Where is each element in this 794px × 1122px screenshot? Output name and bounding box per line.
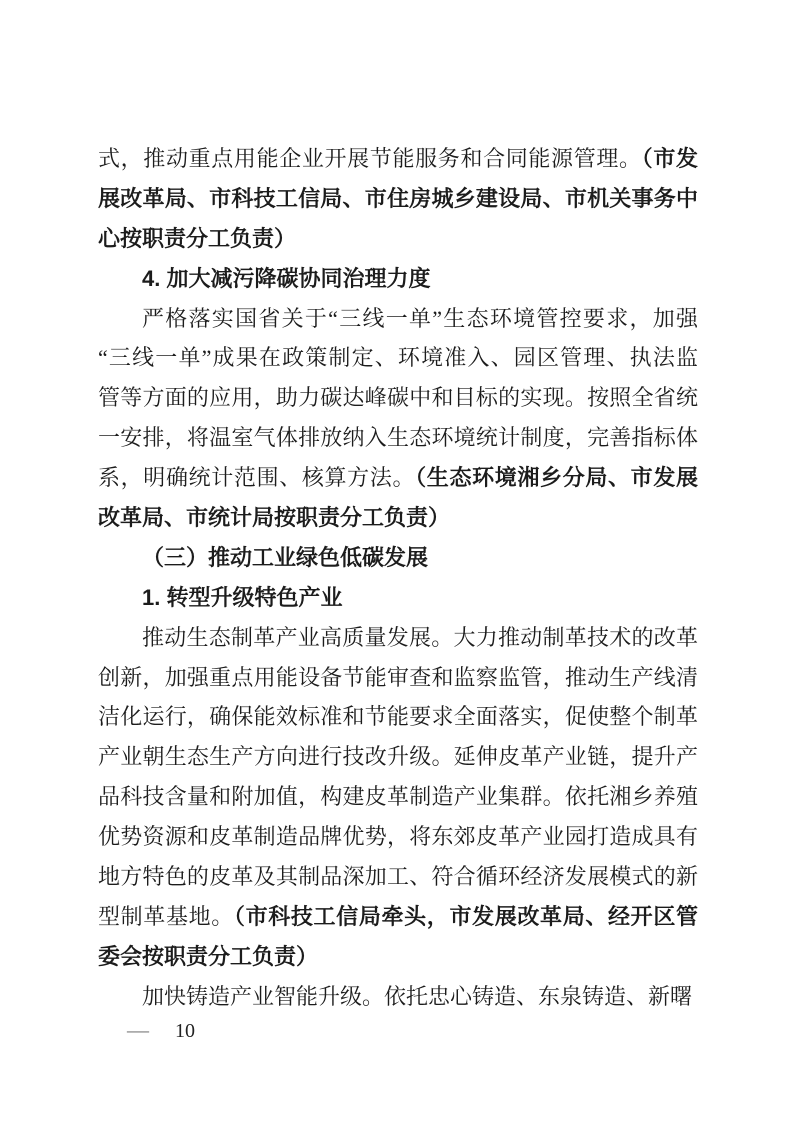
para-leather-industry-line-4 xyxy=(98,737,698,777)
responsibility-assignment-text: 展改革局、市科技工信局、市住房城乡建设局、市机关事务中 xyxy=(98,185,698,211)
page-number: 10 xyxy=(175,1020,195,1042)
heading-item-1 xyxy=(98,578,698,618)
para-energy-services-line-2 xyxy=(98,179,698,219)
responsibility-assignment-text: 委会按职责分工负责） xyxy=(98,943,319,969)
document-content xyxy=(98,139,698,1017)
body-text: 产业朝生态生产方向进行技改升级。延伸皮革产业链，提升产 xyxy=(98,744,698,770)
page-footer xyxy=(127,1018,195,1043)
para-three-lines-one-list-line-3 xyxy=(98,378,698,418)
body-text: 严格落实国省关于“三线一单”生态环境管控要求，加强 xyxy=(142,305,698,331)
body-text: 型制革基地。 xyxy=(98,903,234,929)
para-leather-industry-line-2 xyxy=(98,658,698,698)
para-leather-industry-line-9 xyxy=(98,937,698,977)
responsibility-assignment-text: （市科技工信局牵头，市发展改革局、经开区管 xyxy=(233,903,698,929)
body-text: 创新，加强重点用能设备节能审查和监察监管，推动生产线清 xyxy=(98,664,698,690)
body-text: 优势资源和皮革制造品牌优势，将东郊皮革产业园打造成具有 xyxy=(98,824,698,850)
para-leather-industry-line-5 xyxy=(98,777,698,817)
responsibility-assignment-text: （市发 xyxy=(641,146,698,171)
heading-item-4 xyxy=(98,259,698,299)
para-three-lines-one-list-line-2 xyxy=(98,338,698,378)
para-energy-services-line-3 xyxy=(98,219,698,259)
heading-text: 1. 转型升级特色产业 xyxy=(142,584,343,610)
responsibility-assignment-text: 改革局、市统计局按职责分工负责） xyxy=(98,505,451,531)
body-text: 加快铸造产业智能升级。依托忠心铸造、东泉铸造、新曙 xyxy=(142,983,693,1009)
body-text: 洁化运行，确保能效标准和节能要求全面落实，促使整个制革 xyxy=(98,704,698,730)
body-text: 品科技含量和附加值，构建皮革制造产业集群。依托湘乡养殖 xyxy=(98,784,698,810)
responsibility-assignment-text: （生态环境湘乡分局、市发展 xyxy=(415,465,698,491)
body-text: 地方特色的皮革及其制品深加工、符合循环经济发展模式的新 xyxy=(98,864,698,890)
para-three-lines-one-list-line-6 xyxy=(98,498,698,538)
para-leather-industry-line-1 xyxy=(98,618,698,658)
responsibility-assignment-text: 心按职责分工负责） xyxy=(98,225,297,251)
body-text: “三线一单”成果在政策制定、环境准入、园区管理、执法监 xyxy=(98,345,698,371)
heading-text: （三）推动工业绿色低碳发展 xyxy=(142,544,429,570)
body-text: 推动生态制革产业高质量发展。大力推动制革技术的改革 xyxy=(142,624,698,650)
para-leather-industry-line-3 xyxy=(98,697,698,737)
para-three-lines-one-list-line-1 xyxy=(98,299,698,339)
body-text: 一安排，将温室气体排放纳入生态环境统计制度，完善指标体 xyxy=(98,425,698,451)
para-leather-industry-line-8 xyxy=(98,897,698,937)
body-text: 系，明确统计范围、核算方法。 xyxy=(98,465,416,491)
para-three-lines-one-list-line-4 xyxy=(98,418,698,458)
heading-section-3 xyxy=(98,538,698,578)
para-three-lines-one-list-line-5 xyxy=(98,458,698,498)
para-casting-industry-line-1 xyxy=(98,977,698,1017)
para-leather-industry-line-7 xyxy=(98,857,698,897)
para-energy-services-line-1 xyxy=(98,139,698,179)
footer-dash: — xyxy=(127,1017,149,1042)
heading-text: 4. 加大减污降碳协同治理力度 xyxy=(142,265,431,291)
para-leather-industry-line-6 xyxy=(98,817,698,857)
body-text: 式，推动重点用能企业开展节能服务和合同能源管理。 xyxy=(98,146,642,171)
body-text: 管等方面的应用，助力碳达峰碳中和目标的实现。按照全省统 xyxy=(98,385,698,411)
